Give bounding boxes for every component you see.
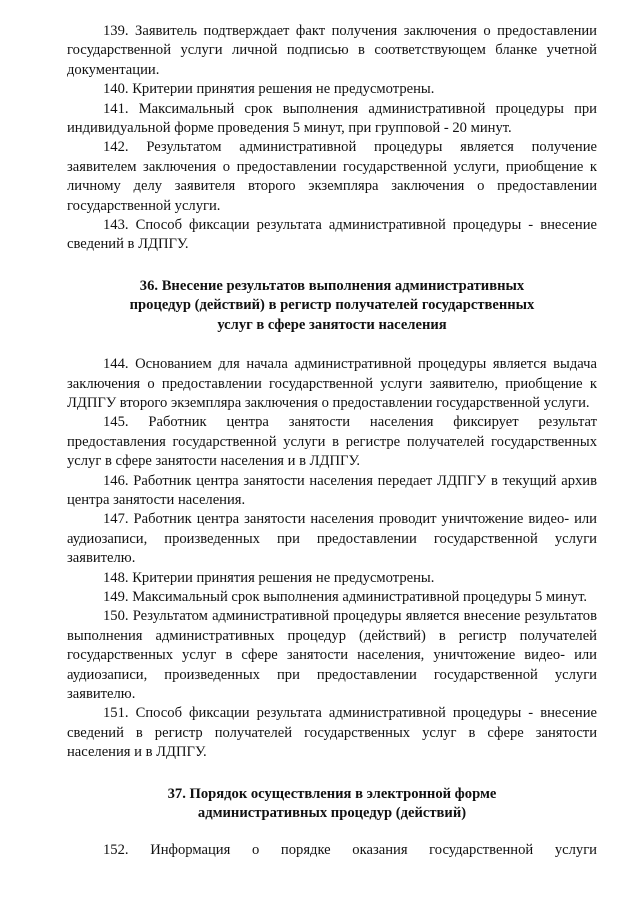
paragraph-148: 148. Критерии принятия решения не предусмотрены.	[103, 569, 435, 586]
paragraph-144: 144. Основанием для начала административной процедуры является выдача заключения о предоставлении государственной услуги заявителю, приобщение к ЛДПГУ второго экземпляра заключения о предоставлении государственной услуги.	[67, 356, 597, 411]
paragraph-151: 151. Способ фиксации результата административной процедуры - внесение сведений в регистр получателей государственных услуг в сфере занятости населения и в ЛДПГУ.	[67, 705, 597, 761]
paragraph-149: 149. Максимальный срок выполнения административной процедуры 5 минут.	[103, 588, 588, 605]
paragraph-142: 142. Результатом административной процедуры является получение заявителем заключения о предоставлении государственной услуги, приобщение к личному делу заявителя второго экземпляра заключения о предоставлении государственной услуги.	[67, 139, 597, 214]
paragraph-143: 143. Способ фиксации результата административной процедуры - внесение сведений в ЛДПГУ.	[67, 217, 597, 253]
section-37-heading	[67, 785, 597, 824]
section-37-heading-line-2: административных процедур (действий)	[197, 805, 467, 822]
section-36-heading	[67, 277, 597, 335]
paragraph-152: 152. Информация о порядке оказания государственной услуги	[103, 842, 597, 859]
document-page	[67, 22, 597, 861]
paragraph-147: 147. Работник центра занятости населения проводит уничтожение видео- или аудиозаписи, произведенных при предоставлении государственной услуги заявителю.	[67, 511, 597, 567]
section-36-heading-line-3: услуг в сфере занятости населения	[217, 316, 447, 333]
paragraph-146: 146. Работник центра занятости населения передает ЛДПГУ в текущий архив центра занятости населения.	[67, 472, 597, 508]
section-36-heading-line-1: 36. Внесение результатов выполнения административных	[139, 277, 525, 294]
paragraph-145: 145. Работник центра занятости населения фиксирует результат предоставления государственной услуги в регистре получателей государственных услуг в сфере занятости населения и в ЛДПГУ.	[67, 414, 597, 470]
paragraph-141: 141. Максимальный срок выполнения административной процедуры при индивидуальной форме проведения 5 минут, при групповой - 20 минут.	[67, 100, 597, 137]
paragraph-140: 140. Критерии принятия решения не предусмотрены.	[103, 81, 435, 98]
section-37-heading-line-1: 37. Порядок осуществления в электронной форме	[167, 785, 497, 802]
section-36-heading-line-2: процедур (действий) в регистр получателей государственных	[129, 297, 535, 314]
paragraph-139: 139. Заявитель подтверждает факт получения заключения о предоставлении государственной услуги личной подписью в соответствующем бланке учетной документации.	[67, 23, 597, 78]
paragraph-150: 150. Результатом административной процедуры является внесение результатов выполнения административных процедур (действий) в регистр получателей государственных услуг в сфере занятости населения, уничтожение видео- или аудиозаписи, произведенных при предоставлении государственной услуги заявителю.	[67, 608, 597, 702]
